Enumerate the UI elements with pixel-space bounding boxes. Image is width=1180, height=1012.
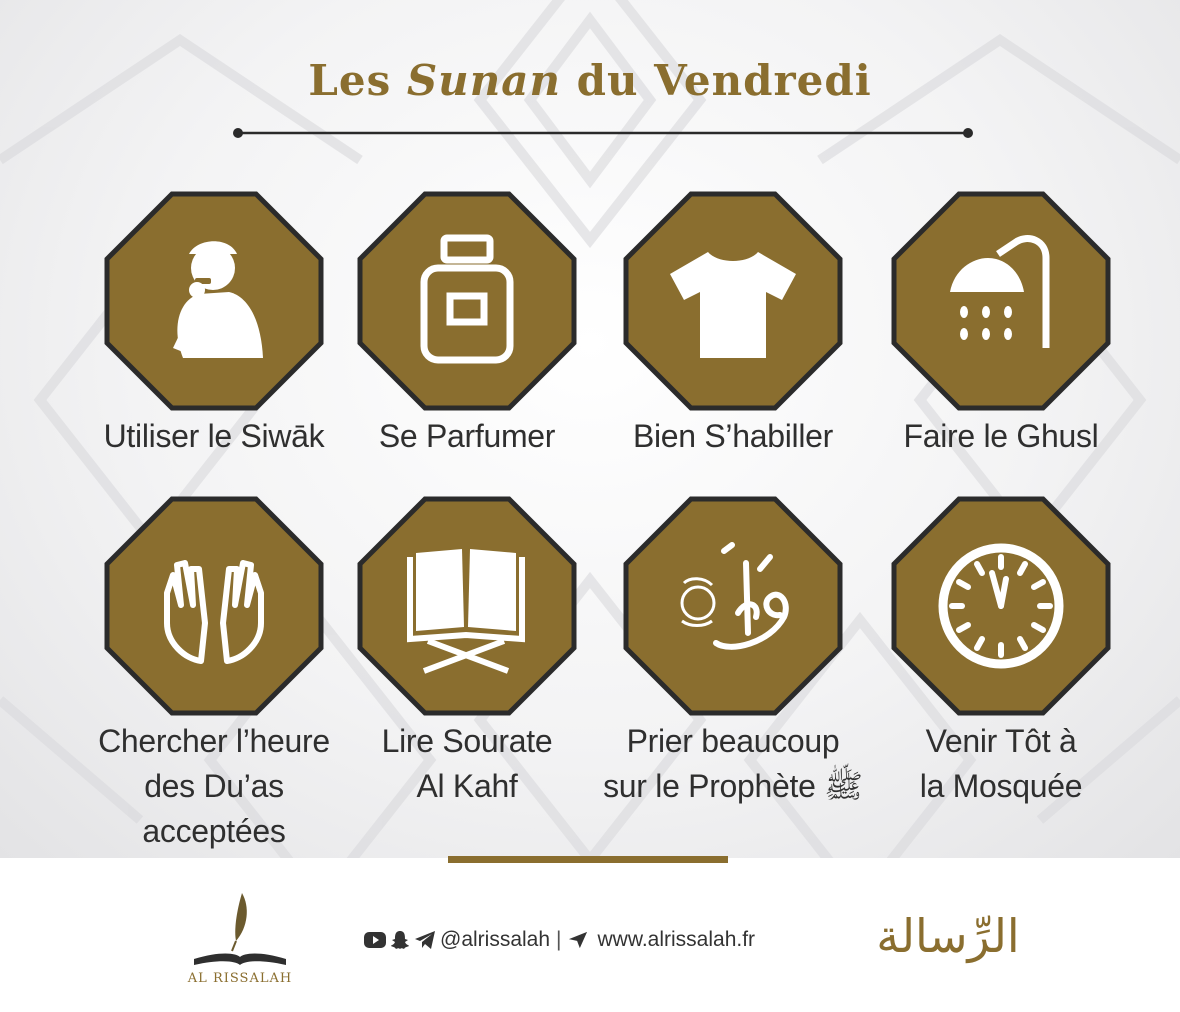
tshirt-icon xyxy=(620,188,846,414)
item-label-line2: Al Kahf xyxy=(416,768,518,804)
title-italic: Sunan xyxy=(406,56,561,105)
item-label-line1: Prier beaucoup xyxy=(626,723,840,759)
youtube-icon[interactable] xyxy=(364,931,386,949)
item-label xyxy=(337,414,597,459)
clock-icon xyxy=(888,493,1114,719)
footer-separator: | xyxy=(556,928,562,951)
website-link[interactable]: www.alrissalah.fr xyxy=(597,928,756,951)
page-title xyxy=(0,56,1180,105)
send-icon xyxy=(568,930,588,950)
item-label xyxy=(871,719,1131,809)
item-label xyxy=(603,414,863,459)
item-label-line1: Se Parfumer xyxy=(378,418,556,454)
item-label xyxy=(337,719,597,809)
item-label xyxy=(84,719,344,854)
siwak-man-icon xyxy=(101,188,327,414)
shower-icon xyxy=(888,188,1114,414)
sunnah-item-perfume xyxy=(337,188,597,459)
item-label-line2: la Mosquée xyxy=(919,768,1083,804)
item-label-line1: Venir Tôt à xyxy=(925,723,1077,759)
title-divider xyxy=(232,127,974,139)
sunnah-item-duas xyxy=(84,493,344,854)
sunnah-item-mosque-early xyxy=(871,493,1131,809)
item-label-line2: sur le Prophète ﷺ xyxy=(603,768,863,804)
snapchat-icon[interactable] xyxy=(390,930,410,950)
social-links xyxy=(364,925,755,955)
left-logo-text: AL RISSALAH xyxy=(187,971,293,986)
item-label-line1: Lire Sourate xyxy=(381,723,553,759)
title-part1: Les xyxy=(308,56,407,105)
item-label xyxy=(871,414,1131,459)
quill-book-icon xyxy=(180,883,300,973)
sunnah-item-salawat xyxy=(603,493,863,809)
telegram-icon[interactable] xyxy=(414,930,436,950)
right-logo-text: الرِّسالة xyxy=(876,909,1020,963)
footer xyxy=(0,863,1180,1012)
praying-hands-icon xyxy=(101,493,327,719)
perfume-bottle-icon xyxy=(354,188,580,414)
sunnah-item-siwak xyxy=(84,188,344,459)
sunnah-item-ghusl xyxy=(871,188,1131,459)
arabic-logo xyxy=(858,901,1038,971)
footer-accent-bar xyxy=(448,856,728,863)
muhammad-calligraphy-icon xyxy=(620,493,846,719)
item-label-line1: Faire le Ghusl xyxy=(903,418,1099,454)
sunnah-item-al-kahf xyxy=(337,493,597,809)
sunnah-item-clothing xyxy=(603,188,863,459)
item-label xyxy=(603,719,863,809)
item-label-line1: Utiliser le Siwāk xyxy=(103,418,325,454)
al-rissalah-logo xyxy=(180,883,300,998)
item-label-line1: Bien S’habiller xyxy=(632,418,834,454)
title-part2: du Vendredi xyxy=(561,56,872,105)
social-handle[interactable]: @alrissalah xyxy=(440,928,551,951)
open-quran-icon xyxy=(354,493,580,719)
item-label-line1: Chercher l’heure xyxy=(98,723,330,759)
item-label xyxy=(84,414,344,459)
item-label-line2: des Du’as acceptées xyxy=(142,768,286,849)
